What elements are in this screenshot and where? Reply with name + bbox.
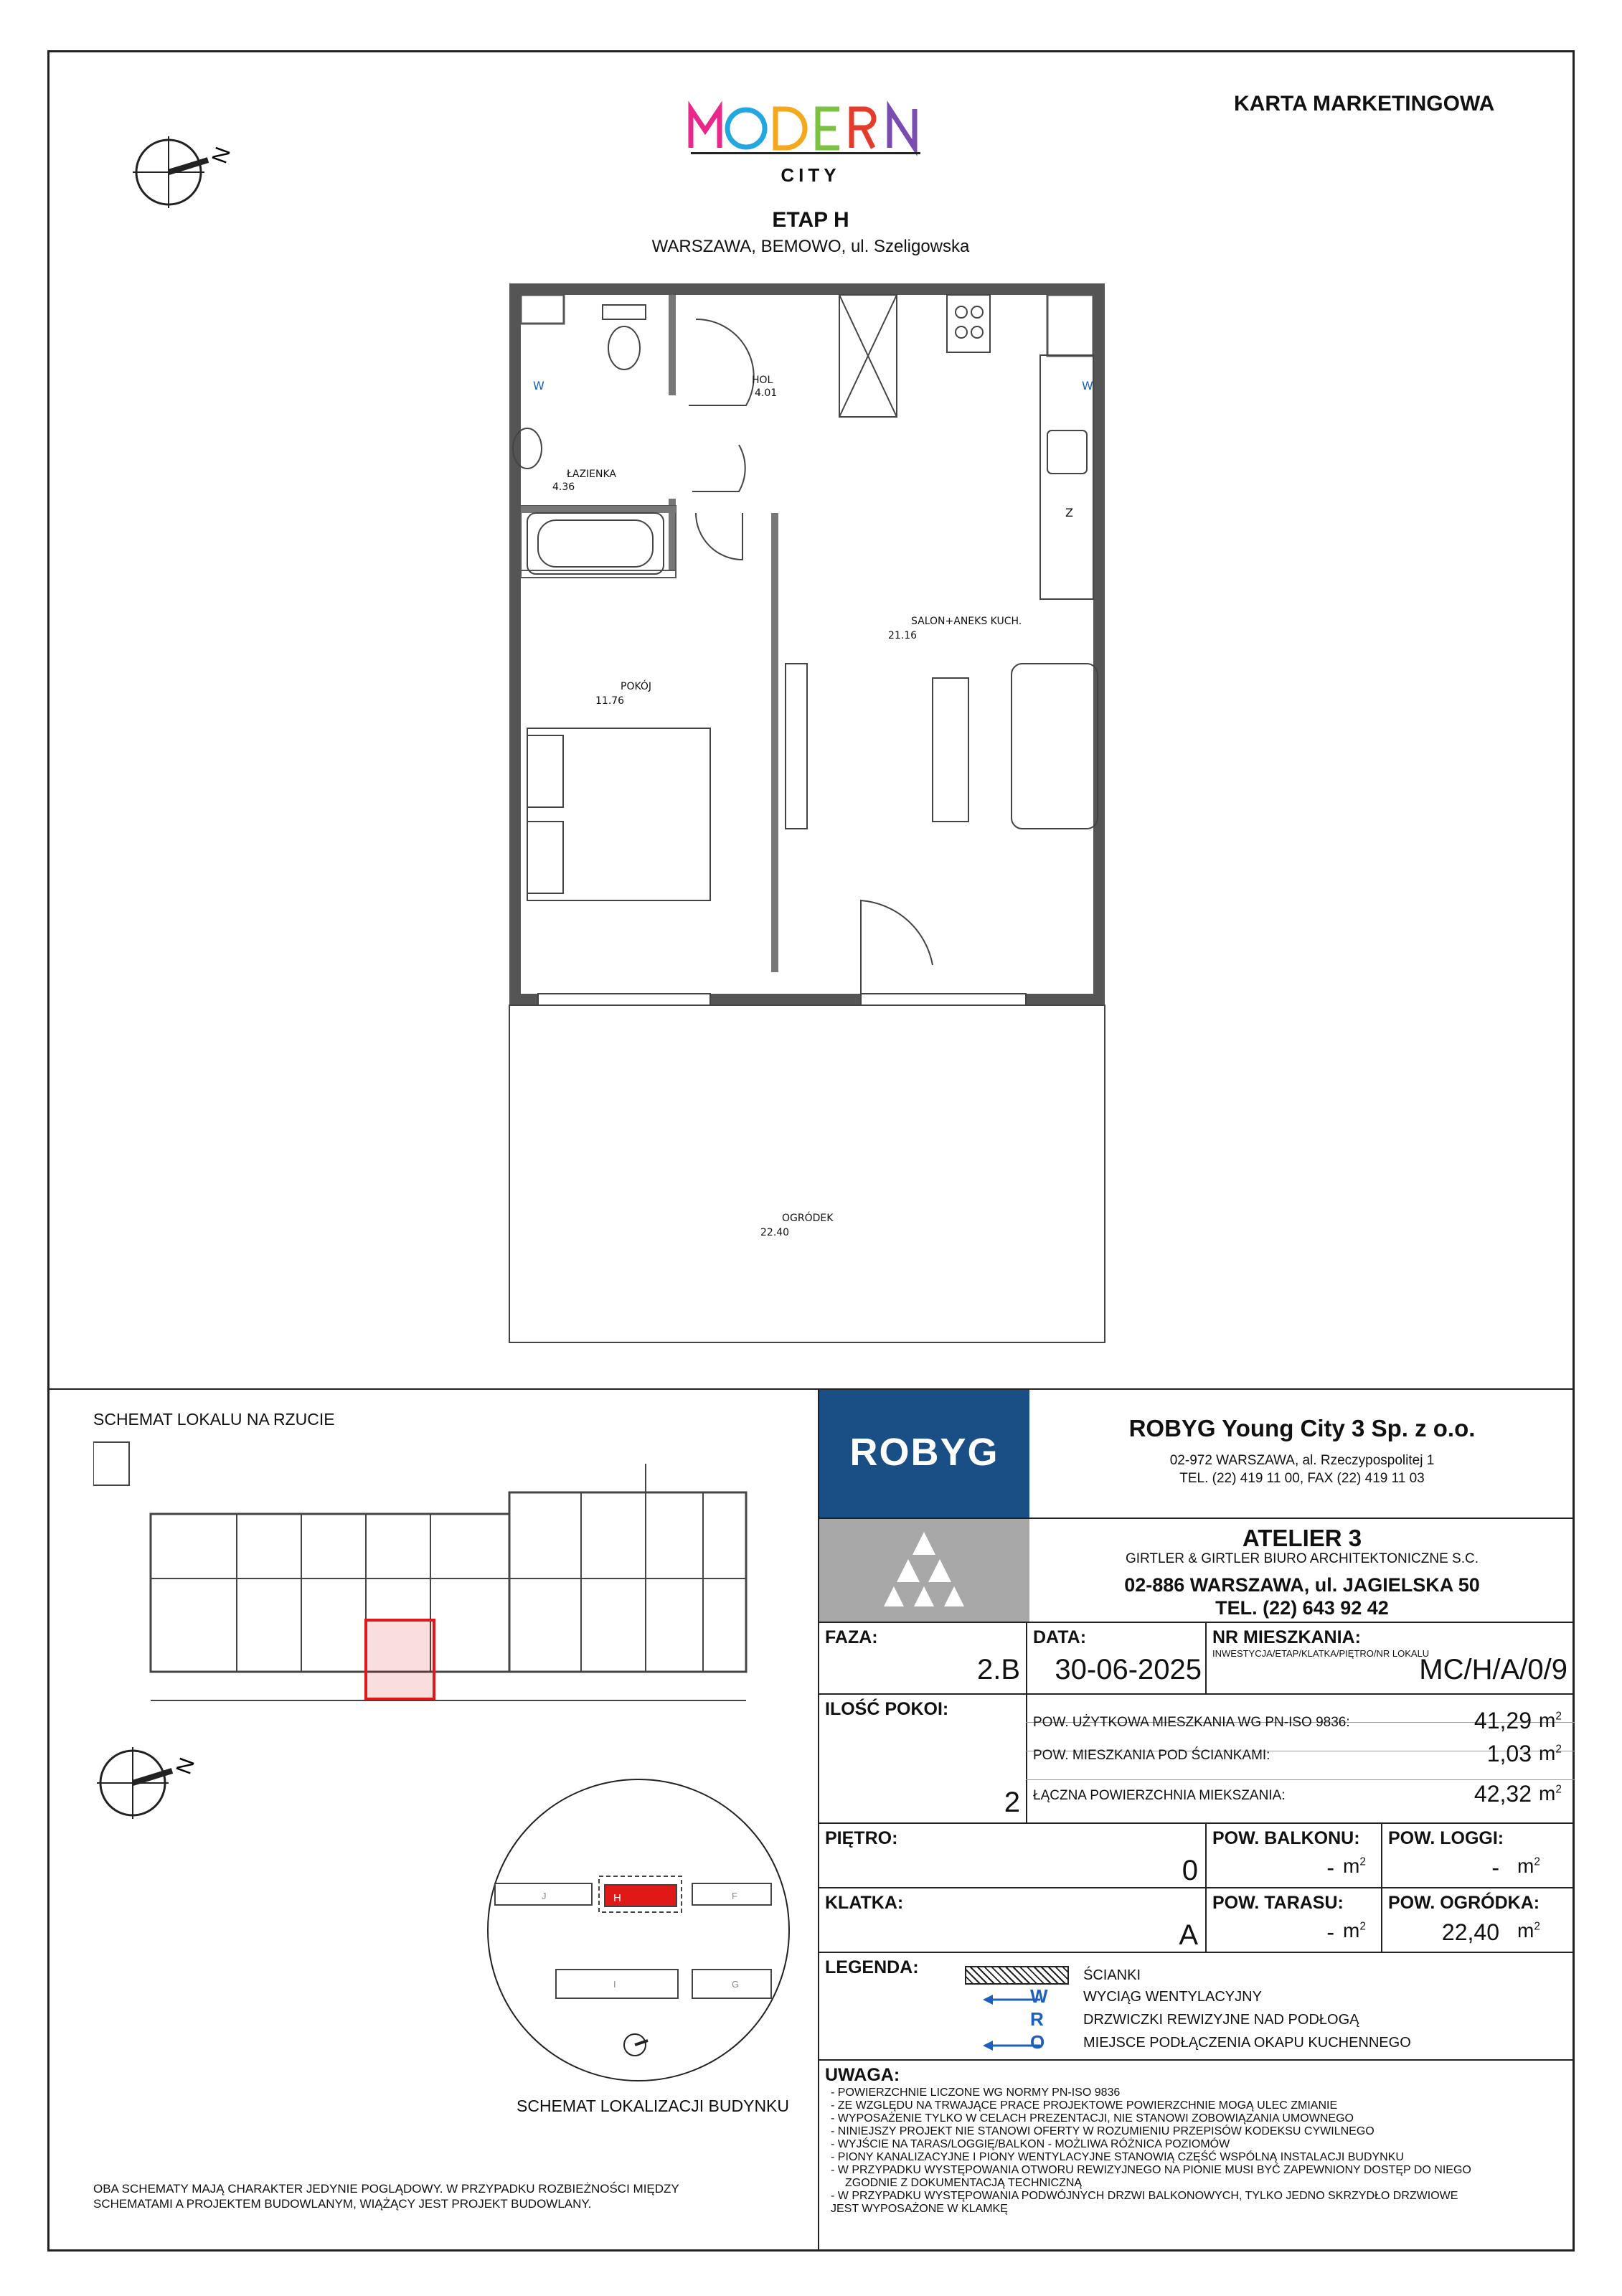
stage-title: ETAP H xyxy=(772,208,849,232)
logo-graphic xyxy=(685,99,936,164)
nr-sublabel: INWESTYCJA/ETAP/KLATKA/PIĘTRO/NR LOKALU xyxy=(1212,1648,1430,1659)
note-item: - NINIEJSZY PROJEKT NIE STANOWI OFERTY W ROZUMIENIU PRZEPISÓW KODEKSU CYWILNEGO xyxy=(831,2125,1375,2137)
balkon-label: POW. BALKONU: xyxy=(1212,1828,1360,1848)
unit-text: m xyxy=(1539,1782,1556,1805)
room-name-bedroom: POKÓJ xyxy=(621,681,652,692)
loggia-value: - xyxy=(1491,1855,1499,1881)
area-usable-value: 41,29 xyxy=(1474,1708,1532,1733)
unit-text: m xyxy=(1517,1855,1534,1877)
pietro-label: PIĘTRO: xyxy=(825,1828,898,1848)
svg-text:I: I xyxy=(613,1979,616,1990)
ogrodek-value: 22,40 xyxy=(1441,1919,1499,1945)
grid-line xyxy=(818,1693,1575,1695)
taras-label: POW. TARASU: xyxy=(1212,1893,1344,1913)
taras-unit: $m^2$ xyxy=(1343,1919,1366,1942)
schema-disclaimer: OBA SCHEMATY MAJĄ CHARAKTER JEDYNIE POGLĄDOWY. W PRZYPADKU ROZBIEŻNOŚCI MIĘDZY SCHEMATAMI A PROJEKTEM BUDOWLANYM, WIĄŻĄCY JEST PROJEKT BUDOWLANY. xyxy=(93,2182,679,2211)
area-total-label: ŁĄCZNA POWIERZCHNIA MIEKSZANIA: xyxy=(1033,1788,1286,1803)
nr-value: MC/H/A/0/9 xyxy=(1419,1654,1567,1685)
room-area-bedroom: 11.76 xyxy=(595,695,625,707)
vent-mark-kitchen: W xyxy=(1082,379,1093,392)
atelier-logo-icon xyxy=(819,1518,1029,1622)
legend-vent: WYCIĄG WENTYLACYJNY xyxy=(1083,1989,1262,2005)
robyg-logo xyxy=(819,1390,1029,1518)
unit-text: m xyxy=(1343,1919,1360,1942)
notes-title: UWAGA: xyxy=(825,2065,900,2085)
klatka-label: KLATKA: xyxy=(825,1893,904,1913)
grid-line xyxy=(818,1822,1575,1824)
area-walls-value: 1,03 xyxy=(1486,1741,1532,1766)
floor-plan xyxy=(495,276,1126,1367)
svg-text:N: N xyxy=(171,1754,199,1778)
unit-text: m xyxy=(1539,1742,1556,1764)
room-area-hol: 4.01 xyxy=(755,387,778,399)
pietro-value: 0 xyxy=(1182,1855,1198,1886)
legend-w-symbol: W xyxy=(1030,1985,1048,2007)
room-name-living: SALON+ANEKS KUCH. xyxy=(911,616,1022,627)
data-label: DATA: xyxy=(1033,1627,1087,1647)
developer-address: 02-972 WARSZAWA, al. Rzeczypospolitej 1 xyxy=(1169,1453,1435,1468)
nr-label: NR MIESZKANIA: xyxy=(1212,1627,1361,1647)
room-name-bathroom: ŁAZIENKA xyxy=(567,469,616,480)
ogrodek-label: POW. OGRÓDKA: xyxy=(1388,1893,1540,1913)
svg-text:G: G xyxy=(732,1979,740,1990)
faza-value: 2.B xyxy=(976,1654,1020,1685)
robyg-logo-text: ROBYG xyxy=(849,1431,999,1474)
unit-text: m xyxy=(1517,1919,1534,1942)
architect-full-name: GIRTLER & GIRTLER BIURO ARCHITEKTONICZNE S.C. xyxy=(1126,1551,1479,1566)
architect-name: ATELIER 3 xyxy=(1242,1525,1362,1551)
atelier-logo xyxy=(819,1518,1029,1622)
vent-mark-bath: W xyxy=(533,379,544,392)
architect-phone: TEL. (22) 643 92 42 xyxy=(1215,1597,1389,1619)
loggia-label: POW. LOGGI: xyxy=(1388,1828,1504,1848)
developer-phones: TEL. (22) 419 11 00, FAX (22) 419 11 03 xyxy=(1179,1471,1425,1486)
area-total-value: 42,32 xyxy=(1474,1781,1532,1807)
grid-line xyxy=(1026,1693,1027,1822)
data-value: 30-06-2025 xyxy=(1055,1654,1202,1685)
note-item: - POWIERZCHNIE LICZONE WG NORMY PN-ISO 9836 xyxy=(831,2086,1121,2099)
compass-icon-schema xyxy=(93,1744,215,1826)
note-item: - WYPOSAŻENIE TYLKO W CELACH PREZENTACJI, NIE STANOWI ZOBOWIĄZANIA UMOWNEGO xyxy=(831,2112,1354,2125)
grid-line xyxy=(818,1622,1575,1623)
loggia-unit: $m^2$ xyxy=(1517,1855,1540,1877)
address-line: WARSZAWA, BEMOWO, ul. Szeligowska xyxy=(651,237,970,256)
legend-title: LEGENDA: xyxy=(825,1957,919,1977)
section-divider xyxy=(47,1388,1575,1390)
compass-icon xyxy=(129,133,251,215)
logo-city: CITY xyxy=(781,164,841,186)
floor-schema xyxy=(93,1435,782,1708)
room-area-living: 21.16 xyxy=(888,630,918,641)
location-schema xyxy=(484,1776,793,2088)
grid-line xyxy=(1381,1822,1382,1952)
note-item: - W PRZYPADKU WYSTĘPOWANIA PODWÓJNYCH DRZWI BALKONOWYCH, TYLKO JEDNO SKRZYDŁO DRZWIOWE xyxy=(831,2190,1458,2202)
location-schema-title: SCHEMAT LOKALIZACJI BUDYNKU xyxy=(517,2097,790,2115)
klatka-value: A xyxy=(1179,1919,1198,1951)
svg-text:J: J xyxy=(542,1891,547,1901)
note-item: - PIONY KANALIZACYJNE I PIONY WENTYLACYJNE STANOWIĄ CZĘŚĆ WSPÓLNĄ INSTALACJI BUDYNKU xyxy=(831,2151,1404,2163)
area-walls-label: POW. MIESZKANIA POD ŚCIANKAMI: xyxy=(1033,1748,1270,1763)
grid-line xyxy=(1026,1779,1575,1780)
architect-address: 02-886 WARSZAWA, ul. JAGIELSKA 50 xyxy=(1124,1574,1480,1596)
legend-r-symbol: R xyxy=(1030,2008,1044,2030)
unit-text: m xyxy=(1539,1709,1556,1731)
unit-text: m xyxy=(1343,1855,1360,1877)
area-usable-unit: $m^2$ xyxy=(1539,1709,1562,1731)
room-area-bathroom: 4.36 xyxy=(552,481,575,493)
grid-line xyxy=(818,2059,1575,2061)
modern-city-logo xyxy=(685,99,936,187)
pokoje-value: 2 xyxy=(1004,1787,1020,1818)
grid-line xyxy=(818,1952,1575,1953)
card-title: KARTA MARKETINGOWA xyxy=(1234,92,1495,116)
room-area-garden: 22.40 xyxy=(760,1227,790,1238)
notes-list xyxy=(831,2086,1471,2216)
developer-name: ROBYG Young City 3 Sp. z o.o. xyxy=(1128,1415,1476,1441)
svg-text:N: N xyxy=(207,144,235,167)
svg-text:H: H xyxy=(613,1892,621,1904)
area-usable-label: POW. UŻYTKOWA MIESZKANIA WG PN-ISO 9836: xyxy=(1033,1715,1350,1730)
note-item: JEST WYPOSAŻONE W KLAMKĘ xyxy=(831,2203,1008,2215)
grid-line xyxy=(1205,1822,1207,1952)
room-name-hol: HOL xyxy=(752,375,773,386)
grid-line xyxy=(1205,1622,1207,1693)
note-item: - W PRZYPADKU WYSTĘPOWANIA OTWORU REWIZYJNEGO NA PIONIE MUSI BYĆ ZAPEWNIONY DOSTĘP DO NIEGO xyxy=(831,2164,1471,2176)
note-item: - WYJŚCIE NA TARAS/LOGGIĘ/BALKON - MOŻLIWA RÓŻNICA POZIOMÓW xyxy=(831,2138,1230,2150)
grid-line xyxy=(818,1887,1575,1888)
ogrodek-unit: $m^2$ xyxy=(1517,1919,1540,1942)
faza-label: FAZA: xyxy=(825,1627,878,1647)
walls-hatch-icon xyxy=(965,1966,1069,1985)
svg-text:F: F xyxy=(732,1891,737,1901)
legend-walls: ŚCIANKI xyxy=(1083,1967,1141,1983)
area-walls-unit: $m^2$ xyxy=(1539,1742,1562,1764)
balkon-value: - xyxy=(1326,1855,1334,1881)
note-item: ZGODNIE Z DOKUMENTACJĄ TECHNICZNĄ xyxy=(845,2177,1083,2189)
grid-line xyxy=(818,1518,1575,1519)
pokoje-label: ILOŚĆ POKOI: xyxy=(825,1699,949,1719)
legend-revision: DRZWICZKI REWIZYJNE NAD PODŁOGĄ xyxy=(1083,2012,1359,2028)
legend-o-symbol: O xyxy=(1030,2031,1045,2053)
room-name-garden: OGRÓDEK xyxy=(782,1213,834,1224)
note-item: - ZE WZGLĘDU NA TRWAJĄCE PRACE PROJEKTOWE POWIERZCHNIE MOGĄ ULEC ZMIANIE xyxy=(831,2099,1338,2112)
area-total-unit: $m^2$ xyxy=(1539,1782,1562,1805)
taras-value: - xyxy=(1326,1919,1334,1945)
balkon-unit: $m^2$ xyxy=(1343,1855,1366,1877)
legend-hood: MIEJSCE PODŁĄCZENIA OKAPU KUCHENNEGO xyxy=(1083,2035,1411,2051)
floor-schema-title: SCHEMAT LOKALU NA RZUCIE xyxy=(93,1410,335,1429)
fridge-mark: Z xyxy=(1065,506,1073,519)
